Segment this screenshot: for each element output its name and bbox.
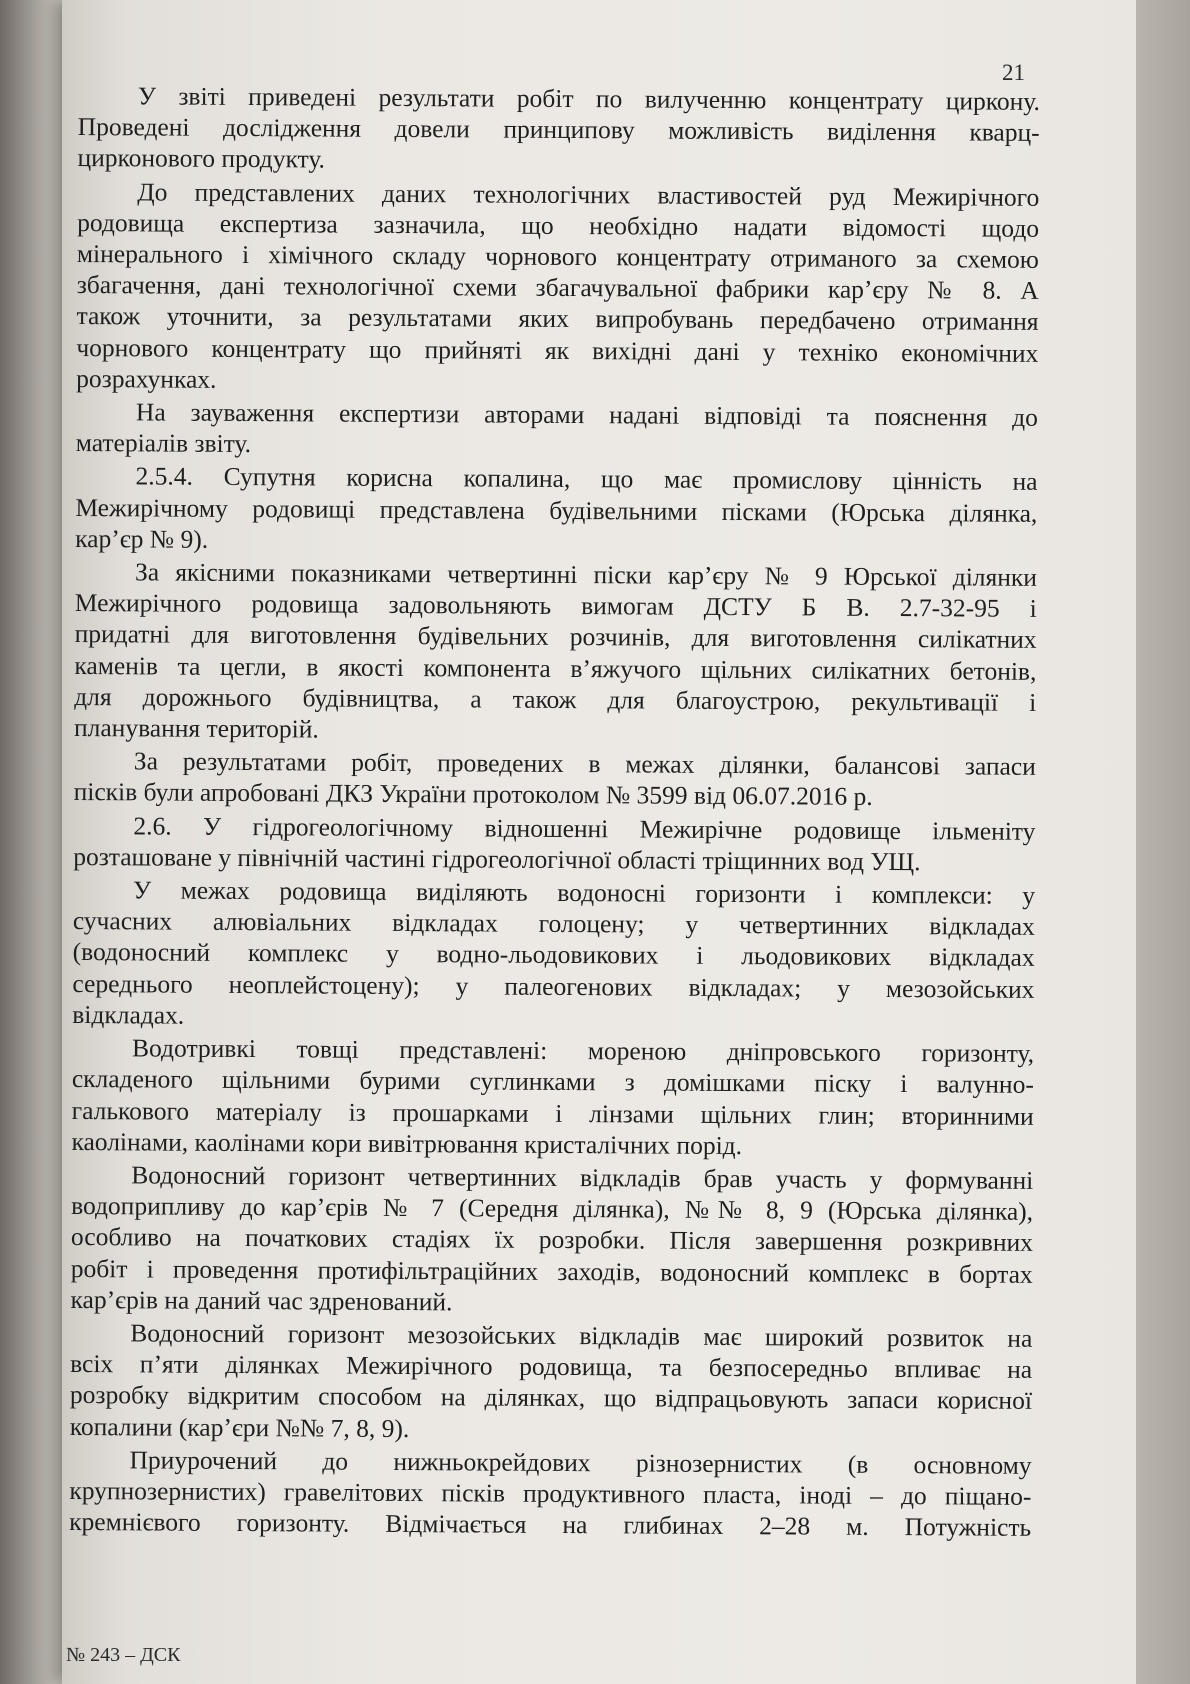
- text-line: мінерального і хімічного складу чорнового концентрату отриманого за схемою: [76, 239, 1040, 274]
- text-line: Водотривкі товщі представлені: мореною дніпровського горизонту,: [131, 1033, 1035, 1068]
- text-line: розрахунках.: [76, 363, 217, 394]
- text-line: каолінами, каолінами кори вивітрювання кристалічних порід.: [71, 1126, 743, 1160]
- text-line: розташоване у північній частині гідрогеологічної області тріщинних вод УЩ.: [73, 841, 921, 877]
- paragraph: [77, 80, 1040, 179]
- footer-stamp: № 243 – ДСК: [66, 1644, 181, 1666]
- text-line: До представлених даних технологічних властивостей руд Межирічного: [137, 176, 1040, 212]
- text-line: розробку відкритим способом на ділянках, що відпрацьовують запаси корисної: [69, 1380, 1033, 1416]
- paragraph: [76, 176, 1039, 400]
- text-line: також уточнити, за результатами яких випробувань передбачено отримання: [76, 301, 1039, 337]
- text-line: За якісними показниками четвертинні піски кар’єру № 9 Юрської ділянки: [134, 557, 1038, 592]
- paragraph: [74, 556, 1037, 749]
- paragraph: [71, 1032, 1034, 1163]
- text-line: На зауваження експертизи авторами надані відповіді та пояснення до: [135, 397, 1039, 432]
- paragraph: [76, 396, 1038, 464]
- text-line: планування територій.: [73, 713, 319, 744]
- text-line: Межирічного родовища задовольняють вимогам ДСТУ Б В. 2.7-32-95 і: [74, 588, 1037, 624]
- text-line: складеного щільними бурими суглинками з домішками піску і валунно-: [71, 1064, 1034, 1100]
- text-line: родовища експертиза зазначила, що необхідно надати відомості щодо: [77, 207, 1040, 243]
- paragraph: [70, 1317, 1033, 1448]
- text-line: для дорожнього будівництва, а також для благоустрою, рекультивації і: [74, 681, 1037, 717]
- text-line: цирконового продукту.: [77, 143, 326, 174]
- paragraph: [75, 460, 1038, 559]
- text-line: Водоносний горизонт мезозойських відкладів має широкий розвиток на: [130, 1318, 1033, 1353]
- text-line: особливо на початкових стадіях їх розробки. Після завершення розкривних: [70, 1222, 1034, 1258]
- text-line: збагачення, дані технологічної схеми збагачувальної фабрики кар’єру № 8. А: [76, 270, 1039, 306]
- text-line: середнього неоплейстоцену); у палеогенових відкладах; у мезозойських: [72, 968, 1035, 1004]
- paragraph: [70, 1159, 1033, 1321]
- text-line: За результатами робіт, проведених в межах ділянки, балансові запаси: [133, 746, 1036, 782]
- text-line: (водоносний комплекс у водно-льодовикових і льодовикових відкладах: [72, 937, 1035, 973]
- page-number: 21: [1002, 60, 1025, 85]
- text-line: робіт і проведення протифільтраційних заходів, водоносний комплекс в бортах: [70, 1253, 1033, 1289]
- text-line: копалини (кар’єри №№ 7, 8, 9).: [69, 1411, 410, 1443]
- page-edge-shadow: [1136, 0, 1190, 1684]
- text-line: водоприпливу до кар’єрів № 7 (Середня ділянка), №№ 8, 9 (Юрська ділянка),: [71, 1191, 1034, 1226]
- paragraph: [73, 810, 1035, 878]
- text-line: Приурочений до нижньокрейдових різнозернистих (в основному: [129, 1445, 1032, 1480]
- text-line: придатні для виготовлення будівельних розчинів, для виготовлення силікатних: [74, 619, 1037, 655]
- text-line: каменів та цегли, в якості компонента в’яжучого щільних силікатних бетонів,: [74, 650, 1037, 686]
- document-body: [69, 80, 1040, 1545]
- text-line: галькового матеріалу із прошарками і лінзами щільних глин; вторинними: [71, 1095, 1034, 1131]
- paragraph: [72, 874, 1035, 1036]
- paragraph: [74, 745, 1036, 813]
- paragraph: [69, 1444, 1032, 1543]
- text-line: крупнозернистих) гравелітових пісків продуктивного пласта, іноді – до піщано-: [69, 1475, 1032, 1511]
- text-line: чорнового концентрату що прийняті як вихідні дані у техніко економічних: [76, 332, 1039, 368]
- text-line: кар’єрів на даний час здренований.: [70, 1284, 453, 1317]
- text-line: відкладах.: [72, 999, 185, 1030]
- text-line: всіх п’яти ділянках Межирічного родовища, та безпосередньо впливає на: [70, 1349, 1033, 1384]
- text-line: Водоносний горизонт четвертинних відкладів брав участь у формуванні: [131, 1160, 1034, 1195]
- text-line: 2.5.4. Супутня корисна копалина, що має промислову цінність на: [135, 461, 1038, 497]
- text-line: пісків були апробовані ДКЗ України протоколом № 3599 від 06.07.2016 р.: [73, 777, 873, 812]
- text-line: кремнієвого горизонту. Відмічається на глибинах 2–28 м. Потужність: [69, 1507, 1032, 1542]
- text-line: Проведені дослідження довели принципову можливість виділення кварц-: [77, 112, 1040, 148]
- text-line: кар’єр № 9).: [75, 523, 209, 554]
- text-line: У звіті приведені результати робіт по вилученню концентрату циркону.: [137, 81, 1040, 116]
- text-line: сучасних алювіальних відкладах голоцену; у четвертинних відкладах: [72, 906, 1035, 942]
- text-line: матеріалів звіту.: [75, 428, 252, 459]
- text-line: У межах родовища виділяють водоносні горизонти і комплекси: у: [132, 875, 1036, 910]
- text-line: 2.6. У гідрогеологічному відношенні Межирічне родовище ільменіту: [133, 811, 1036, 846]
- text-line: Межирічному родовищі представлена будівельними пісками (Юрська ділянка,: [75, 492, 1038, 528]
